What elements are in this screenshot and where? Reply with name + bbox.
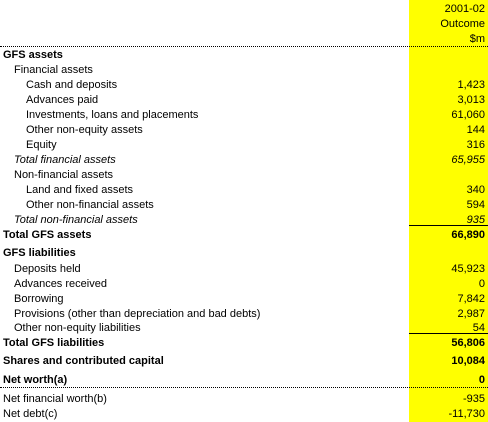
table-row bbox=[0, 168, 488, 183]
table-row bbox=[0, 407, 488, 422]
row-value: 61,060 bbox=[451, 109, 485, 121]
row-label: Total GFS assets bbox=[3, 229, 92, 241]
row-label: Other non-financial assets bbox=[26, 199, 154, 211]
table-row bbox=[0, 262, 488, 277]
table-row bbox=[0, 292, 488, 307]
row-label: GFS assets bbox=[3, 49, 63, 61]
row-label: Land and fixed assets bbox=[26, 184, 134, 196]
row-value: 0 bbox=[478, 278, 485, 290]
table-row bbox=[0, 336, 488, 351]
row-value: 10,084 bbox=[451, 355, 485, 367]
row-label: Net worth(a) bbox=[3, 374, 68, 386]
row-value: 144 bbox=[466, 124, 485, 136]
table-row bbox=[0, 246, 488, 261]
table-row bbox=[0, 228, 488, 243]
row-label: Advances received bbox=[14, 278, 107, 290]
header-outcome: Outcome bbox=[440, 18, 485, 30]
table-row bbox=[0, 277, 488, 292]
table-row bbox=[0, 307, 488, 322]
row-label: Non-financial assets bbox=[14, 169, 114, 181]
table-row bbox=[0, 373, 488, 388]
net-worth-divider bbox=[0, 387, 488, 388]
header-divider bbox=[0, 46, 488, 47]
row-label: Total non-financial assets bbox=[14, 214, 138, 226]
row-value: 340 bbox=[466, 184, 485, 196]
row-value: 1,423 bbox=[457, 79, 485, 91]
row-value: 54 bbox=[472, 322, 485, 334]
row-value: 56,806 bbox=[451, 337, 485, 349]
row-value: -935 bbox=[462, 393, 485, 405]
table-row bbox=[0, 63, 488, 78]
row-label: Borrowing bbox=[14, 293, 64, 305]
row-label: Provisions (other than depreciation and bad debts) bbox=[14, 308, 261, 320]
total-assets-rule bbox=[409, 225, 488, 226]
row-label: GFS liabilities bbox=[3, 247, 76, 259]
row-label: Other non-equity assets bbox=[26, 124, 143, 136]
table-row bbox=[0, 183, 488, 198]
table-row bbox=[0, 198, 488, 213]
row-label: Deposits held bbox=[14, 263, 81, 275]
header-unit: $m bbox=[469, 33, 485, 45]
table-row bbox=[0, 153, 488, 168]
table-row bbox=[0, 123, 488, 138]
row-value: 3,013 bbox=[457, 94, 485, 106]
row-value: 594 bbox=[466, 199, 485, 211]
row-label: Other non-equity liabilities bbox=[14, 322, 141, 334]
row-value: 316 bbox=[466, 139, 485, 151]
table-row bbox=[0, 48, 488, 63]
row-label: Investments, loans and placements bbox=[26, 109, 199, 121]
row-value: 7,842 bbox=[457, 293, 485, 305]
table-row bbox=[0, 108, 488, 123]
total-liabilities-rule bbox=[409, 333, 488, 334]
table-row bbox=[0, 78, 488, 93]
row-value: 2,987 bbox=[457, 308, 485, 320]
row-label: Net debt(c) bbox=[3, 408, 58, 420]
row-label: Financial assets bbox=[14, 64, 93, 76]
table-row bbox=[0, 354, 488, 369]
row-label: Total GFS liabilities bbox=[3, 337, 105, 349]
row-label: Equity bbox=[26, 139, 57, 151]
row-label: Shares and contributed capital bbox=[3, 355, 164, 367]
row-value: 66,890 bbox=[451, 229, 485, 241]
row-label: Advances paid bbox=[26, 94, 99, 106]
row-label: Cash and deposits bbox=[26, 79, 118, 91]
row-value: 65,955 bbox=[451, 154, 485, 166]
table-row bbox=[0, 392, 488, 407]
row-label: Total financial assets bbox=[14, 154, 116, 166]
row-value: -11,730 bbox=[448, 408, 485, 420]
row-value: 935 bbox=[466, 214, 485, 226]
header-year: 2001-02 bbox=[444, 3, 485, 15]
row-value: 0 bbox=[478, 374, 485, 386]
row-value: 45,923 bbox=[451, 263, 485, 275]
table-row bbox=[0, 93, 488, 108]
table-row bbox=[0, 138, 488, 153]
row-label: Net financial worth(b) bbox=[3, 393, 107, 405]
